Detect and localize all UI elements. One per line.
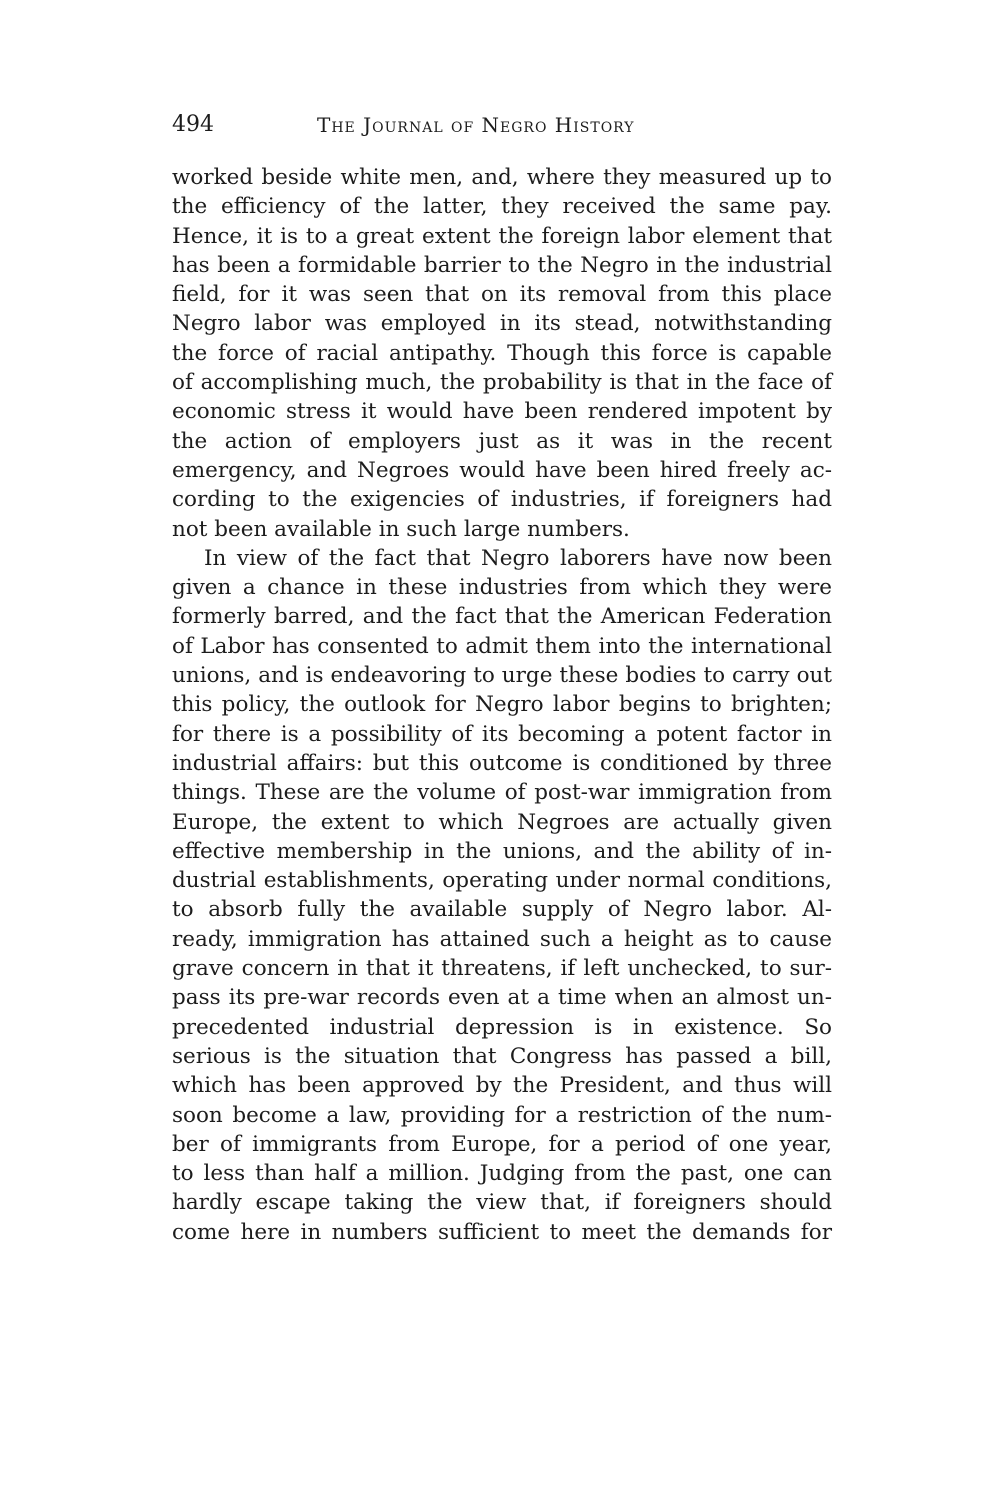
- text-line: grave concern in that it threatens, if left unchecked, to sur-: [172, 956, 832, 982]
- paragraph-2: [172, 544, 832, 1247]
- text-line: Hence, it is to a great extent the foreign labor element that: [172, 223, 832, 249]
- text-line: to absorb fully the available supply of Negro labor. Al-: [172, 897, 832, 923]
- text-line: dustrial establishments, operating under normal conditions,: [172, 868, 832, 894]
- text-line: come here in numbers sufficient to meet the demands for: [172, 1219, 832, 1245]
- text-line: serious is the situation that Congress has passed a bill,: [172, 1043, 832, 1069]
- text-line: this policy, the outlook for Negro labor begins to brighten;: [172, 692, 832, 718]
- text-line: of accomplishing much, the probability is that in the face of: [172, 370, 832, 396]
- text-line: ber of immigrants from Europe, for a period of one year,: [172, 1131, 832, 1157]
- text-line: economic stress it would have been rendered impotent by: [172, 399, 832, 425]
- page-header: [172, 108, 832, 142]
- text-line: soon become a law, providing for a restriction of the num-: [172, 1102, 832, 1128]
- text-line: field, for it was seen that on its removal from this place: [172, 282, 832, 308]
- text-line: pass its pre-war records even at a time when an almost un-: [172, 985, 832, 1011]
- text-line: ready, immigration has attained such a height as to cause: [172, 926, 832, 952]
- text-line: hardly escape taking the view that, if foreigners should: [172, 1190, 832, 1216]
- page-number: 494: [172, 112, 214, 137]
- text-line: worked beside white men, and, where they measured up to: [172, 165, 832, 190]
- text-line: industrial affairs: but this outcome is conditioned by three: [172, 750, 832, 776]
- body-text: [172, 163, 832, 1247]
- text-line: not been available in such large numbers.: [172, 516, 630, 542]
- text-line: precedented industrial depression is in existence. So: [172, 1014, 832, 1040]
- text-line: the efficiency of the latter, they received the same pay.: [172, 194, 832, 220]
- text-line: unions, and is endeavoring to urge these bodies to carry out: [172, 663, 832, 689]
- text-line: for there is a possibility of its becoming a potent factor in: [172, 721, 832, 747]
- text-line: Negro labor was employed in its stead, notwithstanding: [172, 311, 832, 337]
- text-line: Europe, the extent to which Negroes are actually given: [172, 809, 832, 835]
- text-line: which has been approved by the President, and thus will: [172, 1073, 832, 1099]
- text-line: given a chance in these industries from which they were: [172, 575, 832, 601]
- text-line: the force of racial antipathy. Though this force is capable: [172, 340, 832, 366]
- running-title: The Journal of Negro History: [317, 113, 635, 137]
- text-line: the action of employers just as it was in the recent: [172, 428, 832, 454]
- text-line: cording to the exigencies of industries, if foreigners had: [172, 487, 832, 513]
- text-line: In view of the fact that Negro laborers have now been: [204, 545, 832, 571]
- text-line: things. These are the volume of post-war immigration from: [172, 780, 832, 806]
- text-line: emergency, and Negroes would have been hired freely ac-: [172, 457, 832, 483]
- paragraph-1: [172, 163, 832, 544]
- text-line: effective membership in the unions, and the ability of in-: [172, 838, 832, 864]
- text-line: to less than half a million. Judging from the past, one can: [172, 1161, 832, 1187]
- text-line: has been a formidable barrier to the Negro in the industrial: [172, 252, 832, 278]
- text-line: formerly barred, and the fact that the American Federation: [172, 604, 832, 630]
- text-line: of Labor has consented to admit them into the international: [172, 633, 832, 659]
